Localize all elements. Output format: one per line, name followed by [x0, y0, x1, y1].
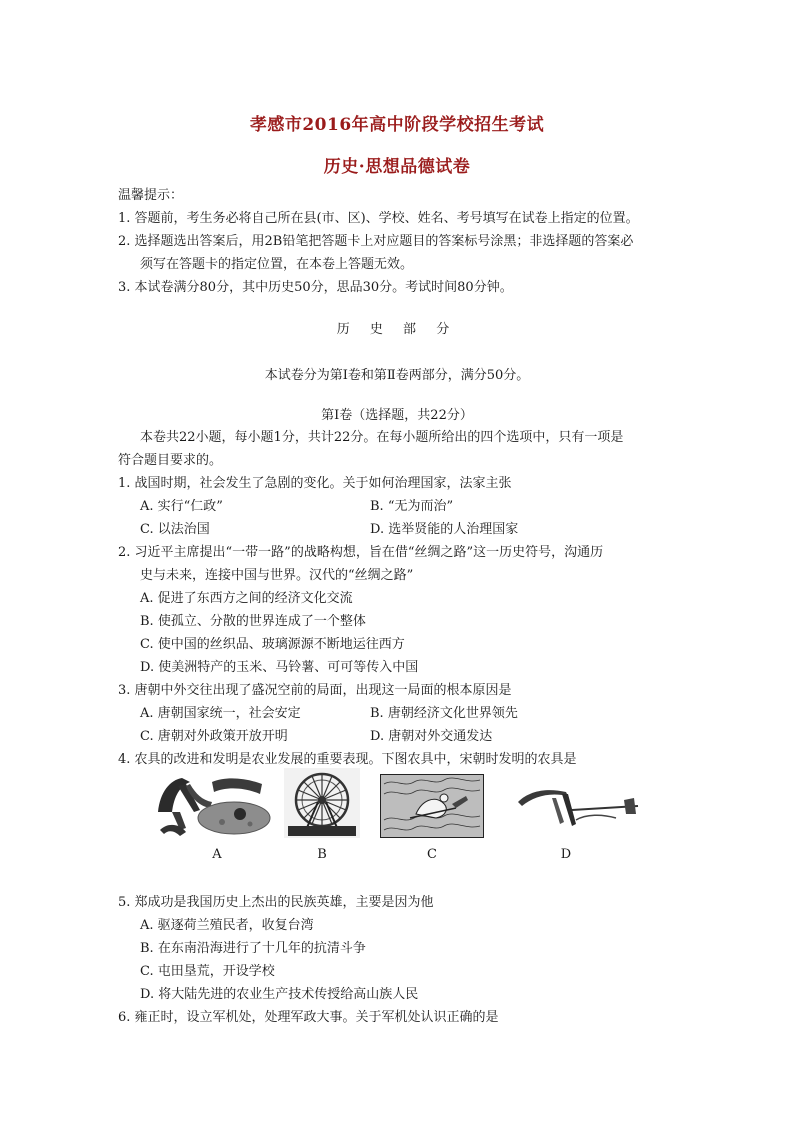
question-5-option-d: D. 将大陆先进的农业生产技术传授给高山族人民: [140, 987, 419, 1002]
question-5-stem: 5. 郑成功是我国历史上杰出的民族英雄，主要是因为他: [118, 895, 434, 910]
question-3-option-b: B. 唐朝经济文化世界领先: [370, 706, 518, 721]
question-5-option-b: B. 在东南沿海进行了十几年的抗清斗争: [140, 941, 366, 956]
figure-label-d: D: [560, 847, 572, 862]
part-intro-2: 符合题目要求的。: [118, 453, 223, 468]
notice-item-1: 1. 答题前，考生务必将自己所在县(市、区)、学校、姓名、考号填写在试卷上指定的位置。: [118, 211, 639, 226]
ancient-farm-tools-icon: [150, 772, 280, 842]
question-3-option-a: A. 唐朝国家统一，社会安定: [140, 706, 301, 721]
question-1-option-d: D. 选举贤能的人治理国家: [370, 522, 519, 537]
question-2-option-a: A. 促进了东西方之间的经济文化交流: [140, 591, 353, 606]
section-title: 历 史 部 分: [336, 322, 458, 337]
question-2-option-d: D. 使美洲特产的玉米、马铃薯、可可等传入中国: [140, 660, 419, 675]
question-5-option-a: A. 驱逐荷兰殖民者，收复台湾: [140, 918, 314, 933]
section-description: 本试卷分为第Ⅰ卷和第Ⅱ卷两部分，满分50分。: [264, 368, 530, 383]
notice-item-2-cont: 须写在答题卡的指定位置，在本卷上答题无效。: [140, 257, 414, 272]
water-wheel-icon: [284, 768, 360, 838]
question-3-option-c: C. 唐朝对外政策开放开明: [140, 729, 288, 744]
question-3-stem: 3. 唐朝中外交往出现了盛况空前的局面，出现这一局面的根本原因是: [118, 683, 512, 698]
question-1-option-a: A. 实行“仁政”: [140, 499, 223, 514]
question-4-stem: 4. 农具的改进和发明是农业发展的重要表现。下图农具中，宋朝时发明的农具是: [118, 752, 577, 767]
exam-title: 孝感市2016年高中阶段学校招生考试: [249, 115, 545, 135]
question-1-stem: 1. 战国时期，社会发生了急剧的变化。关于如何治理国家，法家主张: [118, 476, 512, 491]
notice-item-3: 3. 本试卷满分80分，其中历史50分，思品30分。考试时间80分钟。: [118, 280, 513, 295]
question-1-option-c: C. 以法治国: [140, 522, 210, 537]
question-6-stem: 6. 雍正时，设立军机处，处理军政大事。关于军机处认识正确的是: [118, 1010, 499, 1025]
question-3-option-d: D. 唐朝对外交通发达: [370, 729, 493, 744]
question-2-option-c: C. 使中国的丝织品、玻璃源源不断地运往西方: [140, 637, 405, 652]
question-1-option-b: B. “无为而治”: [370, 499, 454, 514]
notice-heading: 温馨提示：: [118, 188, 184, 203]
exam-subtitle: 历史·思想品德试卷: [323, 157, 471, 177]
notice-item-2: 2. 选择题选出答案后，用2B铅笔把答题卡上对应题目的答案标号涂黑；非选择题的答案必: [118, 234, 634, 249]
farming-scene-icon: [380, 774, 484, 838]
figure-label-c: C: [427, 847, 437, 862]
question-2-option-b: B. 使孤立、分散的世界连成了一个整体: [140, 614, 366, 629]
figure-label-a: A: [212, 847, 222, 862]
figure-label-b: B: [317, 847, 327, 862]
question-2-stem-cont: 史与未来，连接中国与世界。汉代的“丝绸之路”: [140, 568, 414, 583]
part-intro-1: 本卷共22小题，每小题1分，共计22分。在每小题所给出的四个选项中，只有一项是: [140, 430, 624, 445]
plough-icon: [512, 780, 644, 830]
part-title: 第Ⅰ卷（选择题，共22分）: [321, 408, 473, 423]
question-2-stem: 2. 习近平主席提出“一带一路”的战略构想，旨在借“丝绸之路”这一历史符号，沟通历: [118, 545, 604, 560]
question-5-option-c: C. 屯田垦荒，开设学校: [140, 964, 275, 979]
